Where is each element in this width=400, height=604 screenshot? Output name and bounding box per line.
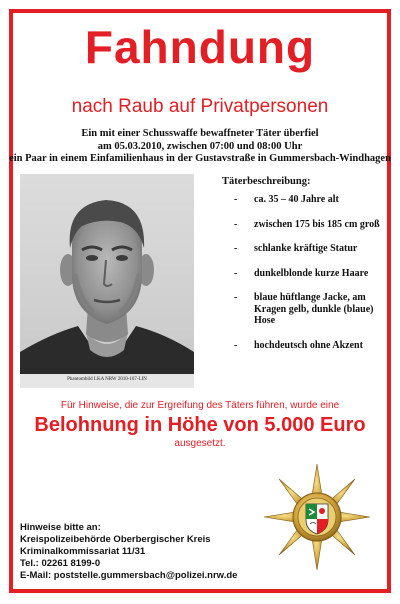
incident-line-2: am 05.03.2010, zwischen 07:00 und 08:00 Uhr bbox=[97, 140, 303, 152]
police-star-icon bbox=[262, 462, 372, 572]
contact-heading: Hinweise bitte an: bbox=[20, 522, 101, 533]
incident-line-3: ein Paar in einem Einfamilienhaus in der Gustavstraße in Gummersbach-Windhagen bbox=[9, 153, 391, 164]
list-item bbox=[234, 340, 384, 352]
bullet-dash: - bbox=[234, 218, 238, 230]
description-heading: Täterbeschreibung: bbox=[222, 176, 311, 187]
contact-agency: Kreispolizeibehörde Oberbergischer Kreis bbox=[20, 534, 211, 545]
reward-issued-text: ausgesetzt. bbox=[174, 438, 226, 449]
description-speech: hochdeutsch ohne Akzent bbox=[254, 339, 363, 351]
reward-amount-text: Belohnung in Höhe von 5.000 Euro bbox=[34, 414, 366, 436]
description-age: ca. 35 – 40 Jahre alt bbox=[254, 194, 339, 205]
suspect-description-list bbox=[234, 194, 384, 364]
suspect-face-icon bbox=[20, 174, 194, 388]
list-item bbox=[234, 268, 384, 280]
list-item bbox=[234, 219, 384, 231]
bullet-dash: - bbox=[234, 292, 238, 303]
description-height: zwischen 175 bis 185 cm groß bbox=[254, 218, 380, 230]
incident-summary bbox=[0, 128, 400, 166]
poster-subtitle: nach Raub auf Privatpersonen bbox=[71, 96, 329, 117]
reward-intro-text: Für Hinweise, die zur Ergreifung des Täters führen, wurde eine bbox=[60, 400, 340, 411]
incident-line-1: Ein mit einer Schusswaffe bewaffneter Täter überfiel bbox=[81, 128, 319, 139]
contact-email: E-Mail: poststelle.gummersbach@polizei.nrw.de bbox=[20, 570, 238, 581]
bullet-dash: - bbox=[234, 339, 238, 351]
list-item bbox=[234, 194, 384, 206]
list-item bbox=[234, 243, 384, 255]
list-item bbox=[234, 292, 384, 327]
suspect-composite-image bbox=[20, 174, 194, 388]
description-hair: dunkelblonde kurze Haare bbox=[254, 267, 369, 279]
description-clothing: blaue hüftlange Jacke, am Kragen gelb, dunkle (blaue) Hose bbox=[254, 292, 374, 326]
photo-caption: Phantombild LKA NRW 2010-167-LIN bbox=[67, 377, 147, 382]
contact-block bbox=[20, 522, 237, 582]
bullet-dash: - bbox=[234, 243, 238, 254]
bullet-dash: - bbox=[234, 194, 238, 205]
bullet-dash: - bbox=[234, 267, 238, 279]
description-build: schlanke kräftige Statur bbox=[254, 243, 358, 254]
contact-department: Kriminalkommissariat 11/31 bbox=[20, 546, 146, 557]
poster-title: Fahndung bbox=[84, 21, 316, 73]
contact-phone: Tel.: 02261 8199-0 bbox=[20, 558, 101, 569]
